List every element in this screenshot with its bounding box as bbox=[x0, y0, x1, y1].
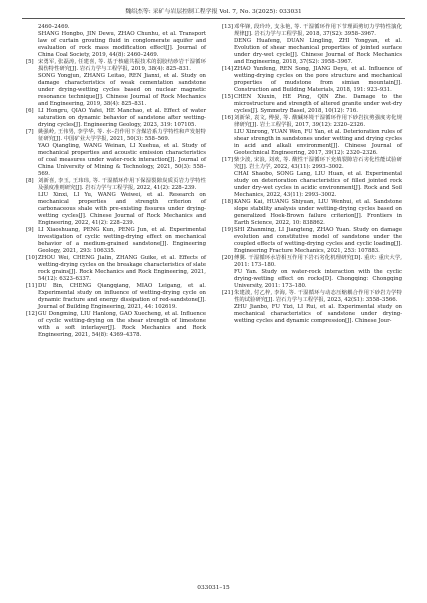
reference-body bbox=[38, 227, 206, 255]
reference-entry bbox=[26, 31, 206, 59]
reference-english-text: SONG Yongjun, ZHANG Leitao, REN Jianxi, et al. Study on damage characteristics of weak cementation sandstone under drying-wetting cycles based on nuclear magnetic resonance technique[J]. Chinese Journal of Rock Mechanics and Engineering, 2019, 38(4): 825–831. bbox=[38, 73, 206, 107]
reference-english-text: ZHAO Yunfeng, REN Song, JIANG Deyu, et al. Influence of wetting-drying cycles on the pore structure and mechanical properties of mudstone from simian mountain[J]. Construction and Building Materials, 2018, 191: 923–931. bbox=[234, 66, 402, 93]
reference-english-text: LIU Xinxi, LI Yu, WANG Weiwei, et al. Research on mechanical properties and strength criterion of carbonaceous shale with pre-existing fissures under drying-wetting cycles[J]. Chinese Journal of Rock Mechanics and Engineering, 2022, 41(2): 228–239. bbox=[38, 192, 206, 226]
reference-body bbox=[234, 94, 402, 115]
reference-entry bbox=[222, 115, 402, 157]
reference-entry bbox=[222, 157, 402, 199]
reference-number: [12] bbox=[26, 311, 37, 317]
reference-chinese-text: 邓华锋, 段玲玲, 支永艳, 等. 干湿循环作用下节理面剪切力学特性演化规律[J]. 岩石力学与工程学报, 2018, 37(S2): 3958–3967. bbox=[234, 24, 402, 37]
reference-number: [18] bbox=[222, 199, 233, 205]
reference-body bbox=[38, 24, 206, 31]
reference-body bbox=[38, 129, 206, 178]
page-number: 033031–15 bbox=[197, 585, 230, 591]
reference-body bbox=[234, 255, 402, 290]
reference-english-text: LI Xiaoshuang, PENG Kun, PENG Jun, et al. Experimental investigation of cyclic wetting-drying effect on mechanical behavior of a medium-grained sandstone[J]. Engineering Geology, 2021, 293: 106335. bbox=[38, 227, 206, 254]
reference-entry bbox=[26, 178, 206, 227]
reference-number bbox=[26, 24, 38, 31]
reference-english-text: SHI Zhanming, LI Jiangteng, ZHAO Yuan. Study on damage evolution and constitutive model of sandstone under the coupled effects of wetting-drying cycles and cyclic loading[J]. Engineering Fracture Mechanics, 2021, 253: 107883. bbox=[234, 227, 402, 254]
reference-number: [17] bbox=[222, 157, 233, 163]
reference-body bbox=[38, 108, 206, 129]
reference-chinese-text: 傅翼. 干湿循环水岩相互作用下岩石劣化机理研究[D]. 重庆: 重庆大学, 2011: 173–180. bbox=[234, 255, 402, 268]
reference-body bbox=[234, 115, 402, 157]
reference-english-text: DENG Huafeng, DUAN Lingling, ZHI Yongyan, et al. Evolution of shear mechanical properties of jointed surface under dry-wet cycle[J]. Chinese Journal of Rock Mechanics and Engineering, 2018, 37(S2): 3958–3967. bbox=[234, 38, 402, 65]
reference-body bbox=[234, 199, 402, 227]
reference-number: [9] bbox=[26, 227, 34, 233]
reference-entry bbox=[222, 199, 402, 227]
reference-entry bbox=[26, 227, 206, 255]
reference-entry bbox=[222, 24, 402, 66]
reference-entry bbox=[222, 255, 402, 290]
reference-number: [16] bbox=[222, 115, 233, 121]
reference-english-text: 2460–2469. bbox=[38, 24, 70, 30]
reference-body bbox=[38, 178, 206, 227]
reference-number: [20] bbox=[222, 255, 233, 261]
reference-english-text: LI Hongru, QIAO Yafei, HE Manchao, et al. Effect of water saturation on dynamic behavior of sandstone after wetting-drying cycles[J]. Engineering Geology, 2023, 319: 107105. bbox=[38, 108, 206, 128]
reference-number: [5] bbox=[26, 59, 34, 65]
reference-chinese-text: 宋勇军, 张磊涛, 任建喜, 等. 基于核磁共振技术的弱胶结砂岩干湿循环损伤特性研究[J]. 岩石力学与工程学报, 2019, 38(4): 825–831. bbox=[38, 59, 206, 72]
reference-body bbox=[234, 227, 402, 255]
reference-english-text: SHANG Hongbo, JIN Dewu, ZHAO Chunhu, et al. Transport law of curtain grouting fluid in conglomerate aquifer and evaluation of rock mass modification effect[J]. Journal of China Coal Society, 2019, 44(8): 2460–2469. bbox=[38, 31, 206, 58]
reference-number: [19] bbox=[222, 227, 233, 233]
reference-entry bbox=[26, 255, 206, 283]
reference-number: [11] bbox=[26, 283, 37, 289]
reference-entry bbox=[222, 227, 402, 255]
reference-english-text: LIU Xinrong, YUAN Wen, FU Yan, et al. Deterioration rules of shear strength in sandstones under wetting and drying cycles in acid and alkali environment[J]. Chinese Journal of Geotechnical Engineering, 2017, 39(12): 2320–2326. bbox=[234, 129, 402, 156]
reference-entry bbox=[222, 290, 402, 325]
references-right-column bbox=[222, 24, 402, 325]
reference-body bbox=[38, 283, 206, 311]
reference-body bbox=[38, 31, 206, 59]
reference-chinese-text: 刘新喜, 李玉, 王玮玮, 等. 干湿循环作用下保湿裂隙炭质页岩力学特性及强度准则研究[J]. 岩石力学与工程学报, 2022, 41(2): 228–239. bbox=[38, 178, 206, 191]
reference-number: [14] bbox=[222, 66, 233, 72]
reference-english-text: ZHOU Wei, CHENG Jialin, ZHANG Guike, et al. Effects of wetting-drying cycles on the breakage characteristics of slate rock grains[J]. Rock Mechanics and Rock Engineering, 2021, 54(12): 6323–6337. bbox=[38, 255, 206, 282]
reference-entry bbox=[222, 66, 402, 94]
reference-number: [7] bbox=[26, 129, 34, 135]
reference-chinese-text: 姚强岭, 王伟男, 李学华, 等. 水–岩作用下含煤岩系力学特性和声发射特征研究[J]. 中国矿业大学学报, 2021, 50(3): 558–569. bbox=[38, 129, 206, 142]
reference-body bbox=[234, 157, 402, 199]
reference-number: [6] bbox=[26, 108, 34, 114]
reference-english-text: GU Dongming, LIU Hanlong, GAO Xuecheng, et al. Influence of cyclic wetting-drying on the shear strength of limestone with a soft interlayer[J]. Rock Mechanics and Rock Engineering, 2021, 54(8): 4369–4378. bbox=[38, 311, 206, 338]
reference-chinese-text: 朱建波, 付乙梓, 李海, 等. 干湿循环与动态压缩耦合作用下砂岩力学特性的试验研究[J]. 岩石力学与工程学报, 2023, 42(S1): 3558–3566. bbox=[234, 290, 402, 303]
reference-entry bbox=[26, 108, 206, 129]
reference-chinese-text: 刘新荣, 袁文, 傅晏, 等. 酸碱环境干湿循环作用下砂岩抗剪强度劣化规律研究[J]. 岩土工程学报, 2017, 39(12): 2320–2326. bbox=[234, 115, 402, 128]
reference-entry bbox=[26, 129, 206, 178]
reference-number: [13] bbox=[222, 24, 233, 30]
reference-body bbox=[234, 24, 402, 66]
reference-chinese-text: 柴少波, 宋浪, 刘欢, 等. 酸性干湿循环下充填裂隙岩石劣化性能试验研究[J]. 岩土力学, 2022, 43(11): 2993–3002. bbox=[234, 157, 402, 170]
reference-english-text: ZHU Jianbo, FU Yizi, LI Rui, et al. Experimental study on mechanical characteristics of sandstone under drying-wetting cycles and dynamic compression[J]. Chinese Jour- bbox=[234, 304, 402, 324]
references-left-column bbox=[26, 24, 206, 339]
reference-english-text: DU Bin, CHENG Qiangqiang, MIAO Leigang, et al. Experimental study on influence of wetting-drying cycle on dynamic fracture and energy dissipation of red-sandstone[J]. Journal of Building Engineering, 2021, 44: 102619. bbox=[38, 283, 206, 310]
reference-entry bbox=[26, 59, 206, 108]
reference-number: [10] bbox=[26, 255, 37, 261]
reference-body bbox=[234, 290, 402, 325]
reference-english-text: CHAI Shaobo, SONG Lang, LIU Huan, et al. Experimental study on deterioration characteristics of filled jointed rock under dry-wet cycles in acidic environment[J]. Rock and Soil Mechanics, 2022, 43(11): 2993–3002. bbox=[234, 171, 402, 198]
reference-number: [15] bbox=[222, 94, 233, 100]
reference-english-text: CHEN Xiuxin, HE Ping, QIN Zhe. Damage to the microstructure and strength of altered granite under wet-dry cycles[J]. Symmetry Basel, 2018, 10(12): 716. bbox=[234, 94, 402, 114]
reference-body bbox=[234, 66, 402, 94]
reference-body bbox=[38, 311, 206, 339]
reference-number bbox=[26, 31, 38, 59]
reference-number: [21] bbox=[222, 290, 233, 296]
header-rule bbox=[22, 18, 405, 19]
reference-english-text: KANG Kai, HUANG Shiyuan, LIU Wenhui, et al. Sandstone slope stability analysis under wetting-drying cycles based on generalized Hoek-Brown failure criterion[J]. Frontiers in Earth Science, 2022, 10: 838862. bbox=[234, 199, 402, 226]
reference-entry bbox=[222, 94, 402, 115]
reference-number: [8] bbox=[26, 178, 34, 184]
reference-english-text: YAO Qiangling, WANG Weinan, LI Xuehua, et al. Study of mechanical properties and acoustic emission characteristics of coal measures under water-rock interaction[J]. Journal of China University of Mining & Technology, 2021, 50(3): 558–569. bbox=[38, 143, 206, 177]
reference-english-text: FU Yan. Study on water-rock interaction with the cyclic drying-wetting effect on rocks[D]. Chongqing: Chongqing University, 2011: 173–180. bbox=[234, 269, 402, 289]
reference-body bbox=[38, 255, 206, 283]
reference-entry bbox=[26, 283, 206, 311]
reference-entry bbox=[26, 311, 206, 339]
running-header: 魏绍杰等: 采矿与岩层控制工程学报 Vol. 7, No. 3(2025): 033031 bbox=[125, 9, 302, 15]
reference-entry bbox=[26, 24, 206, 31]
reference-body bbox=[38, 59, 206, 108]
